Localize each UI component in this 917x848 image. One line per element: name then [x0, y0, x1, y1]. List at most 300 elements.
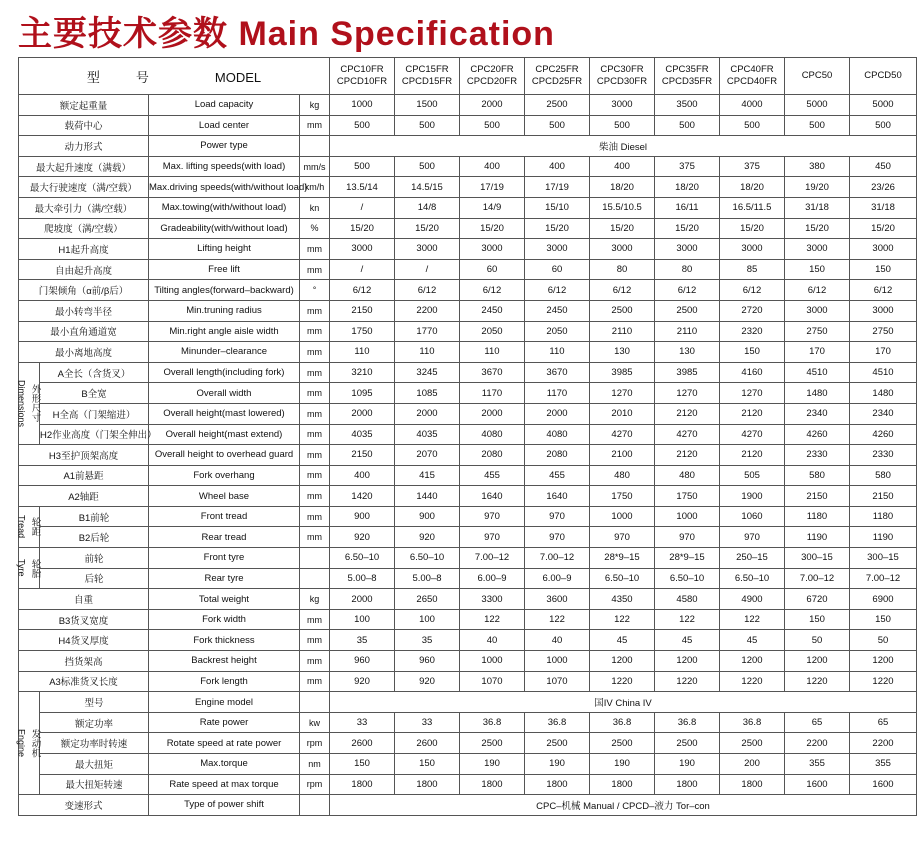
value-cell: 1200 — [785, 651, 850, 672]
table-row — [19, 239, 917, 260]
row-label-en: Rotate speed at rate power — [149, 733, 300, 754]
value-cell: 1220 — [720, 671, 785, 692]
table-row — [19, 548, 917, 569]
value-cell: 60 — [460, 259, 525, 280]
value-cell: 80 — [655, 259, 720, 280]
value-cell: 2320 — [720, 321, 785, 342]
value-cell: 15/20 — [590, 218, 655, 239]
value-cell: 355 — [850, 754, 917, 775]
value-cell: 1800 — [525, 774, 590, 795]
value-cell: 1220 — [785, 671, 850, 692]
value-cell: 16/11 — [655, 197, 720, 218]
row-label-cn: 额定功率 — [40, 712, 149, 733]
row-label-en: Overall height(mast lowered) — [149, 403, 300, 424]
value-cell: 36.8 — [590, 712, 655, 733]
value-cell: 1270 — [590, 383, 655, 404]
table-row — [19, 280, 917, 301]
value-cell: 500 — [590, 115, 655, 136]
value-cell: 1070 — [460, 671, 525, 692]
row-label-cn: 自重 — [19, 589, 149, 610]
value-cell: 100 — [395, 609, 460, 630]
value-cell: 2200 — [850, 733, 917, 754]
row-label-en: Power type — [149, 136, 300, 157]
value-cell: 1200 — [720, 651, 785, 672]
group-label-wrap — [16, 507, 41, 547]
row-label-cn: 载荷中心 — [19, 115, 149, 136]
value-cell: 65 — [850, 712, 917, 733]
value-cell: 15/20 — [525, 218, 590, 239]
value-cell: 6/12 — [460, 280, 525, 301]
value-cell: 2200 — [785, 733, 850, 754]
value-cell: 2600 — [330, 733, 395, 754]
value-cell: 130 — [590, 342, 655, 363]
model-header-cn: 型号 — [86, 69, 185, 85]
row-span-value: 柴油 Diesel — [330, 136, 917, 157]
row-unit — [300, 692, 330, 713]
model-name-cell — [395, 58, 460, 95]
row-label-en: Fork thickness — [149, 630, 300, 651]
value-cell: 100 — [330, 609, 395, 630]
value-cell: 1800 — [720, 774, 785, 795]
value-cell: 2500 — [720, 733, 785, 754]
table-row — [19, 465, 917, 486]
value-cell: / — [330, 259, 395, 280]
row-label-cn: H全高（门架缩进） — [40, 403, 149, 424]
row-label-cn: B1前轮 — [40, 506, 149, 527]
group-label-wrap — [16, 692, 41, 794]
model-name-cell — [330, 58, 395, 95]
value-cell: 4035 — [395, 424, 460, 445]
value-cell: 150 — [720, 342, 785, 363]
row-label-en: Load capacity — [149, 95, 300, 116]
value-cell: 2500 — [590, 733, 655, 754]
row-unit: mm — [300, 239, 330, 260]
value-cell: 2450 — [460, 300, 525, 321]
value-cell: 2450 — [525, 300, 590, 321]
value-cell: 1900 — [720, 486, 785, 507]
value-cell: 1750 — [330, 321, 395, 342]
value-cell: 500 — [785, 115, 850, 136]
value-cell: 6.50–10 — [330, 548, 395, 569]
value-cell: 1000 — [590, 506, 655, 527]
model-name-line: CPCD30FR — [596, 76, 648, 87]
value-cell: 1770 — [395, 321, 460, 342]
table-row — [19, 568, 917, 589]
value-cell: 3300 — [460, 589, 525, 610]
value-cell: 40 — [460, 630, 525, 651]
model-name-cell — [460, 58, 525, 95]
value-cell: 3000 — [395, 239, 460, 260]
value-cell: 1640 — [525, 486, 590, 507]
row-unit — [300, 136, 330, 157]
value-cell: 1750 — [655, 486, 720, 507]
row-span-value: CPC–机械 Manual / CPCD–液力 Tor–con — [330, 795, 917, 816]
value-cell: 40 — [525, 630, 590, 651]
row-unit: kn — [300, 197, 330, 218]
row-label-cn: A1前悬距 — [19, 465, 149, 486]
value-cell: 6/12 — [850, 280, 917, 301]
value-cell: 19/20 — [785, 177, 850, 198]
value-cell: 6/12 — [330, 280, 395, 301]
value-cell: 1600 — [785, 774, 850, 795]
row-label-cn: H3至护顶架高度 — [19, 445, 149, 466]
value-cell: 31/18 — [850, 197, 917, 218]
value-cell: 2500 — [460, 733, 525, 754]
value-cell: 170 — [850, 342, 917, 363]
model-name-line: CPC25FR — [535, 64, 579, 75]
model-name-line: CPCD10FR — [336, 76, 388, 87]
row-label-cn: 动力形式 — [19, 136, 149, 157]
value-cell: 920 — [330, 527, 395, 548]
value-cell: 355 — [785, 754, 850, 775]
row-label-en: Rear tyre — [149, 568, 300, 589]
value-cell: 6.50–10 — [720, 568, 785, 589]
value-cell: 900 — [330, 506, 395, 527]
value-cell: 3000 — [655, 239, 720, 260]
value-cell: 500 — [460, 115, 525, 136]
group-label-wrap — [16, 548, 41, 588]
value-cell: 33 — [395, 712, 460, 733]
value-cell: 1000 — [330, 95, 395, 116]
row-unit: mm — [300, 259, 330, 280]
model-name-line: CPC30FR — [600, 64, 644, 75]
model-name-line: CPC10FR — [340, 64, 384, 75]
value-cell: 15/10 — [525, 197, 590, 218]
row-unit: mm — [300, 465, 330, 486]
row-unit: mm — [300, 651, 330, 672]
row-label-en: Engine model — [149, 692, 300, 713]
value-cell: 1270 — [655, 383, 720, 404]
row-label-cn: 变速形式 — [19, 795, 149, 816]
table-row — [19, 156, 917, 177]
value-cell: 1220 — [590, 671, 655, 692]
table-row — [19, 651, 917, 672]
value-cell: 500 — [330, 156, 395, 177]
table-row — [19, 630, 917, 651]
row-label-en: Backrest height — [149, 651, 300, 672]
row-label-en: Front tyre — [149, 548, 300, 569]
value-cell: 1220 — [850, 671, 917, 692]
row-unit: mm — [300, 506, 330, 527]
value-cell: 3000 — [590, 239, 655, 260]
row-unit: mm — [300, 383, 330, 404]
value-cell: 500 — [850, 115, 917, 136]
model-name-cell — [525, 58, 590, 95]
value-cell: 1000 — [655, 506, 720, 527]
value-cell: 122 — [720, 609, 785, 630]
model-name-line: CPCD15FR — [401, 76, 453, 87]
value-cell: 1800 — [655, 774, 720, 795]
value-cell: 1200 — [850, 651, 917, 672]
value-cell: 4510 — [850, 362, 917, 383]
value-cell: 300–15 — [850, 548, 917, 569]
model-name-cell — [655, 58, 720, 95]
value-cell: 150 — [785, 609, 850, 630]
group-label-en: Dimensions — [16, 379, 27, 427]
value-cell: 2000 — [330, 403, 395, 424]
table-row — [19, 754, 917, 775]
value-cell: / — [395, 259, 460, 280]
value-cell: 1070 — [525, 671, 590, 692]
table-row — [19, 218, 917, 239]
value-cell: 7.00–12 — [785, 568, 850, 589]
row-label-en: Free lift — [149, 259, 300, 280]
model-header-en: MODEL — [214, 69, 262, 85]
row-label-en: Tilting angles(forward–backward) — [149, 280, 300, 301]
value-cell: 3670 — [525, 362, 590, 383]
value-cell: 4080 — [460, 424, 525, 445]
model-name-line: CPCD25FR — [531, 76, 583, 87]
value-cell: 17/19 — [525, 177, 590, 198]
value-cell: 122 — [590, 609, 655, 630]
value-cell: 15/20 — [850, 218, 917, 239]
value-cell: 15.5/10.5 — [590, 197, 655, 218]
value-cell: 1170 — [460, 383, 525, 404]
value-cell: 33 — [330, 712, 395, 733]
table-row — [19, 259, 917, 280]
row-label-en: Wheel base — [149, 486, 300, 507]
value-cell: 4900 — [720, 589, 785, 610]
value-cell: 480 — [590, 465, 655, 486]
value-cell: 6/12 — [655, 280, 720, 301]
row-span-value: 国IV China IV — [330, 692, 917, 713]
value-cell: 2100 — [590, 445, 655, 466]
value-cell: 130 — [655, 342, 720, 363]
value-cell: 110 — [330, 342, 395, 363]
row-label-cn: H4货叉厚度 — [19, 630, 149, 651]
model-name-line: CPCD35FR — [661, 76, 713, 87]
value-cell: 580 — [785, 465, 850, 486]
row-label-cn: 最大起升速度（满载） — [19, 156, 149, 177]
table-row — [19, 506, 917, 527]
value-cell: 6.00–9 — [460, 568, 525, 589]
row-label-en: Overall length(including fork) — [149, 362, 300, 383]
value-cell: 18/20 — [720, 177, 785, 198]
value-cell: 150 — [850, 259, 917, 280]
value-cell: 50 — [850, 630, 917, 651]
group-label-en: Tread — [16, 515, 27, 539]
value-cell: 170 — [785, 342, 850, 363]
value-cell: 36.8 — [460, 712, 525, 733]
value-cell: 2120 — [655, 403, 720, 424]
row-unit — [300, 795, 330, 816]
row-unit: % — [300, 218, 330, 239]
value-cell: 3000 — [525, 239, 590, 260]
value-cell: 3000 — [850, 239, 917, 260]
table-row — [19, 95, 917, 116]
row-label-cn: B全宽 — [40, 383, 149, 404]
value-cell: 3000 — [850, 300, 917, 321]
value-cell: 500 — [395, 115, 460, 136]
value-cell: 375 — [720, 156, 785, 177]
value-cell: 400 — [590, 156, 655, 177]
table-header-row — [19, 58, 917, 95]
row-label-cn: H1起升高度 — [19, 239, 149, 260]
value-cell: 2200 — [395, 300, 460, 321]
value-cell: 2000 — [395, 403, 460, 424]
row-label-cn: A3标准货叉长度 — [19, 671, 149, 692]
table-row — [19, 774, 917, 795]
row-label-cn: B3货叉宽度 — [19, 609, 149, 630]
value-cell: 190 — [460, 754, 525, 775]
value-cell: 4270 — [720, 424, 785, 445]
table-row — [19, 445, 917, 466]
value-cell: 36.8 — [525, 712, 590, 733]
value-cell: 2120 — [655, 445, 720, 466]
row-label-en: Type of power shift — [149, 795, 300, 816]
value-cell: 4580 — [655, 589, 720, 610]
value-cell: 1420 — [330, 486, 395, 507]
value-cell: 960 — [330, 651, 395, 672]
model-name-cell — [850, 58, 917, 95]
value-cell: 960 — [395, 651, 460, 672]
value-cell: 2010 — [590, 403, 655, 424]
value-cell: 1000 — [525, 651, 590, 672]
value-cell: 28*9–15 — [655, 548, 720, 569]
value-cell: 580 — [850, 465, 917, 486]
value-cell: 970 — [655, 527, 720, 548]
value-cell: 1640 — [460, 486, 525, 507]
table-row — [19, 424, 917, 445]
row-label-en: Fork length — [149, 671, 300, 692]
value-cell: 505 — [720, 465, 785, 486]
row-label-cn: 自由起升高度 — [19, 259, 149, 280]
value-cell: 122 — [655, 609, 720, 630]
row-unit: mm/s — [300, 156, 330, 177]
value-cell: 500 — [395, 156, 460, 177]
table-row — [19, 671, 917, 692]
value-cell: 480 — [655, 465, 720, 486]
value-cell: 2070 — [395, 445, 460, 466]
value-cell: 7.00–12 — [525, 548, 590, 569]
value-cell: 6.00–9 — [525, 568, 590, 589]
row-unit: mm — [300, 486, 330, 507]
row-unit: mm — [300, 300, 330, 321]
value-cell: 150 — [850, 609, 917, 630]
value-cell: 1220 — [655, 671, 720, 692]
value-cell: 2110 — [590, 321, 655, 342]
value-cell: 970 — [590, 527, 655, 548]
value-cell: 1170 — [525, 383, 590, 404]
row-label-cn: 最大扭矩 — [40, 754, 149, 775]
model-header-label — [19, 58, 330, 95]
value-cell: 2050 — [525, 321, 590, 342]
value-cell: 1800 — [330, 774, 395, 795]
row-unit: mm — [300, 609, 330, 630]
table-row — [19, 403, 917, 424]
row-label-en: Front tread — [149, 506, 300, 527]
value-cell: 2150 — [330, 300, 395, 321]
value-cell: 2500 — [655, 300, 720, 321]
row-label-en: Lifting height — [149, 239, 300, 260]
value-cell: 5000 — [850, 95, 917, 116]
value-cell: 970 — [525, 527, 590, 548]
value-cell: 3210 — [330, 362, 395, 383]
value-cell: 1190 — [785, 527, 850, 548]
row-label-en: Overall height(mast extend) — [149, 424, 300, 445]
value-cell: 60 — [525, 259, 590, 280]
value-cell: 18/20 — [655, 177, 720, 198]
value-cell: 110 — [460, 342, 525, 363]
value-cell: 2050 — [460, 321, 525, 342]
model-name-line: CPC50 — [801, 70, 833, 81]
value-cell: 6/12 — [395, 280, 460, 301]
value-cell: 500 — [655, 115, 720, 136]
value-cell: 200 — [720, 754, 785, 775]
table-row — [19, 115, 917, 136]
model-name-cell — [785, 58, 850, 95]
value-cell: 3000 — [330, 239, 395, 260]
value-cell: 1200 — [590, 651, 655, 672]
value-cell: 5.00–8 — [395, 568, 460, 589]
value-cell: 250–15 — [720, 548, 785, 569]
value-cell: 2000 — [525, 403, 590, 424]
value-cell: 4000 — [720, 95, 785, 116]
value-cell: 1750 — [590, 486, 655, 507]
row-label-cn: 额定功率时转速 — [40, 733, 149, 754]
value-cell: 4080 — [525, 424, 590, 445]
value-cell: 2150 — [850, 486, 917, 507]
value-cell: 3000 — [720, 239, 785, 260]
value-cell: 6900 — [850, 589, 917, 610]
value-cell: 13.5/14 — [330, 177, 395, 198]
row-unit: mm — [300, 321, 330, 342]
row-unit: mm — [300, 445, 330, 466]
row-unit: kg — [300, 95, 330, 116]
value-cell: 3600 — [525, 589, 590, 610]
value-cell: 45 — [720, 630, 785, 651]
row-label-cn: 最大牵引力（满/空载） — [19, 197, 149, 218]
row-label-en: Rear tread — [149, 527, 300, 548]
value-cell: 7.00–12 — [460, 548, 525, 569]
table-row — [19, 589, 917, 610]
model-name-line: CPC40FR — [730, 64, 774, 75]
value-cell: 6/12 — [525, 280, 590, 301]
table-row — [19, 383, 917, 404]
value-cell: 4270 — [590, 424, 655, 445]
value-cell: 65 — [785, 712, 850, 733]
row-label-cn: 最小离地高度 — [19, 342, 149, 363]
row-label-cn: A全长（含货叉） — [40, 362, 149, 383]
value-cell: 970 — [525, 506, 590, 527]
value-cell: 36.8 — [655, 712, 720, 733]
value-cell: 190 — [655, 754, 720, 775]
value-cell: 4035 — [330, 424, 395, 445]
value-cell: 15/20 — [460, 218, 525, 239]
group-label-tread — [16, 506, 41, 547]
table-row — [19, 197, 917, 218]
value-cell: 3985 — [590, 362, 655, 383]
page-title: 主要技术参数 Main Specification — [18, 15, 555, 53]
row-label-cn: 爬坡度（满/空载） — [19, 218, 149, 239]
row-unit: rpm — [300, 774, 330, 795]
table-row — [19, 362, 917, 383]
model-name-cell — [720, 58, 785, 95]
value-cell: 31/18 — [785, 197, 850, 218]
value-cell: 14/9 — [460, 197, 525, 218]
value-cell: 500 — [330, 115, 395, 136]
row-label-en: Max. lifting speeds(with load) — [149, 156, 300, 177]
row-label-cn: 前轮 — [40, 548, 149, 569]
row-unit — [300, 548, 330, 569]
table-row — [19, 177, 917, 198]
value-cell: 2150 — [785, 486, 850, 507]
value-cell: 1095 — [330, 383, 395, 404]
value-cell: 1060 — [720, 506, 785, 527]
value-cell: 1600 — [850, 774, 917, 795]
value-cell: 3000 — [785, 300, 850, 321]
value-cell: 23/26 — [850, 177, 917, 198]
